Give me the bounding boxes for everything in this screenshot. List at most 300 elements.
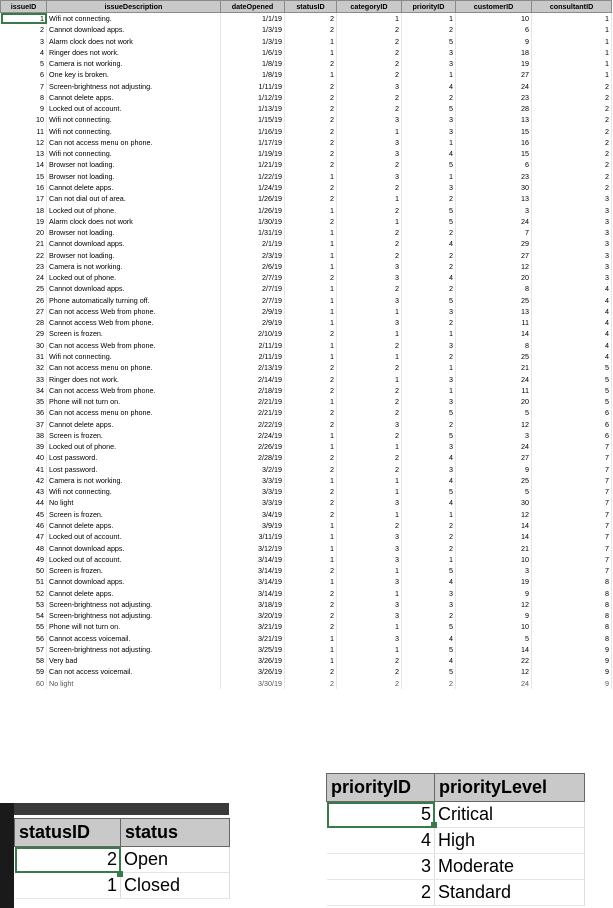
cell-statusid[interactable]: 2: [285, 103, 337, 114]
cell-dateopened[interactable]: 2/7/19: [221, 283, 285, 294]
cell-dateopened[interactable]: 3/14/19: [221, 576, 285, 587]
cell-consultantid[interactable]: 7: [532, 509, 612, 520]
cell-issuedescription[interactable]: Wifi not connecting.: [47, 148, 221, 159]
cell-categoryid[interactable]: 1: [337, 486, 402, 497]
cell-priorityid[interactable]: 4: [402, 633, 456, 644]
cell-statusid[interactable]: 1: [285, 47, 337, 58]
cell-consultantid[interactable]: 9: [532, 678, 612, 689]
cell-consultantid[interactable]: 2: [532, 182, 612, 193]
cell-issueid[interactable]: 21: [1, 238, 47, 249]
cell-dateopened[interactable]: 1/1/19: [221, 13, 285, 25]
cell-issueid[interactable]: 25: [1, 283, 47, 294]
cell-priorityid[interactable]: 2: [402, 250, 456, 261]
cell-consultantid[interactable]: 5: [532, 362, 612, 373]
cell-categoryid[interactable]: 2: [337, 238, 402, 249]
cell-issuedescription[interactable]: Can not access Web from phone.: [47, 306, 221, 317]
cell-consultantid[interactable]: 7: [532, 475, 612, 486]
cell-dateopened[interactable]: 3/14/19: [221, 565, 285, 576]
cell-priorityid[interactable]: 3: [402, 306, 456, 317]
cell-issueid[interactable]: 9: [1, 103, 47, 114]
cell-dateopened[interactable]: 3/3/19: [221, 486, 285, 497]
cell-customerid[interactable]: 7: [456, 227, 532, 238]
cell-consultantid[interactable]: 7: [532, 486, 612, 497]
cell-issueid[interactable]: 28: [1, 317, 47, 328]
priority-cell-prioritylevel[interactable]: High: [435, 828, 585, 854]
cell-categoryid[interactable]: 2: [337, 103, 402, 114]
priority-cell-priorityid[interactable]: 4: [327, 828, 435, 854]
cell-customerid[interactable]: 28: [456, 103, 532, 114]
cell-customerid[interactable]: 13: [456, 193, 532, 204]
cell-priorityid[interactable]: 5: [402, 36, 456, 47]
cell-priorityid[interactable]: 5: [402, 216, 456, 227]
cell-issueid[interactable]: 2: [1, 24, 47, 35]
cell-categoryid[interactable]: 3: [337, 171, 402, 182]
cell-issuedescription[interactable]: One key is broken.: [47, 69, 221, 80]
cell-categoryid[interactable]: 3: [337, 137, 402, 148]
cell-statusid[interactable]: 1: [285, 283, 337, 294]
cell-customerid[interactable]: 6: [456, 24, 532, 35]
cell-dateopened[interactable]: 3/26/19: [221, 666, 285, 677]
cell-issueid[interactable]: 48: [1, 542, 47, 553]
cell-dateopened[interactable]: 1/13/19: [221, 103, 285, 114]
cell-issuedescription[interactable]: Cannot access Web from phone.: [47, 317, 221, 328]
cell-categoryid[interactable]: 2: [337, 227, 402, 238]
cell-statusid[interactable]: 1: [285, 250, 337, 261]
cell-dateopened[interactable]: 2/13/19: [221, 362, 285, 373]
cell-issueid[interactable]: 58: [1, 655, 47, 666]
cell-consultantid[interactable]: 4: [532, 295, 612, 306]
cell-statusid[interactable]: 1: [285, 520, 337, 531]
cell-customerid[interactable]: 19: [456, 576, 532, 587]
cell-issuedescription[interactable]: Camera is not working.: [47, 475, 221, 486]
cell-issuedescription[interactable]: Browser not loading.: [47, 159, 221, 170]
cell-categoryid[interactable]: 1: [337, 441, 402, 452]
col-header-customerid[interactable]: customerID: [456, 1, 532, 13]
cell-categoryid[interactable]: 2: [337, 385, 402, 396]
cell-statusid[interactable]: 2: [285, 599, 337, 610]
cell-statusid[interactable]: 2: [285, 678, 337, 689]
cell-customerid[interactable]: 24: [456, 441, 532, 452]
cell-customerid[interactable]: 11: [456, 385, 532, 396]
cell-issuedescription[interactable]: Screen is frozen.: [47, 430, 221, 441]
cell-issueid[interactable]: 18: [1, 205, 47, 216]
cell-issueid[interactable]: 50: [1, 565, 47, 576]
cell-consultantid[interactable]: 4: [532, 317, 612, 328]
cell-issuedescription[interactable]: Can not access menu on phone.: [47, 407, 221, 418]
cell-priorityid[interactable]: 5: [402, 565, 456, 576]
cell-priorityid[interactable]: 5: [402, 159, 456, 170]
cell-consultantid[interactable]: 8: [532, 621, 612, 632]
cell-statusid[interactable]: 2: [285, 92, 337, 103]
cell-issueid[interactable]: 43: [1, 486, 47, 497]
cell-customerid[interactable]: 9: [456, 588, 532, 599]
cell-priorityid[interactable]: 4: [402, 475, 456, 486]
cell-statusid[interactable]: 2: [285, 588, 337, 599]
cell-issueid[interactable]: 40: [1, 452, 47, 463]
cell-consultantid[interactable]: 1: [532, 58, 612, 69]
cell-statusid[interactable]: 1: [285, 655, 337, 666]
cell-statusid[interactable]: 1: [285, 340, 337, 351]
cell-issuedescription[interactable]: Locked out of phone.: [47, 441, 221, 452]
cell-customerid[interactable]: 9: [456, 464, 532, 475]
cell-categoryid[interactable]: 1: [337, 216, 402, 227]
cell-dateopened[interactable]: 1/3/19: [221, 24, 285, 35]
cell-categoryid[interactable]: 2: [337, 205, 402, 216]
cell-customerid[interactable]: 5: [456, 486, 532, 497]
cell-statusid[interactable]: 2: [285, 126, 337, 137]
cell-consultantid[interactable]: 7: [532, 520, 612, 531]
cell-issueid[interactable]: 38: [1, 430, 47, 441]
cell-issuedescription[interactable]: Screen-brightness not adjusting.: [47, 81, 221, 92]
cell-customerid[interactable]: 27: [456, 452, 532, 463]
cell-issuedescription[interactable]: Cannot access voicemail.: [47, 633, 221, 644]
cell-customerid[interactable]: 14: [456, 531, 532, 542]
cell-statusid[interactable]: 2: [285, 452, 337, 463]
cell-issueid[interactable]: 46: [1, 520, 47, 531]
cell-dateopened[interactable]: 2/22/19: [221, 419, 285, 430]
cell-categoryid[interactable]: 2: [337, 92, 402, 103]
cell-statusid[interactable]: 1: [285, 36, 337, 47]
cell-issuedescription[interactable]: Browser not loading.: [47, 227, 221, 238]
cell-statusid[interactable]: 2: [285, 464, 337, 475]
cell-customerid[interactable]: 24: [456, 81, 532, 92]
cell-issuedescription[interactable]: Screen-brightness not adjusting.: [47, 644, 221, 655]
cell-consultantid[interactable]: 9: [532, 655, 612, 666]
col-header-statusid[interactable]: statusID: [15, 819, 121, 847]
cell-dateopened[interactable]: 2/21/19: [221, 407, 285, 418]
cell-issuedescription[interactable]: Screen is frozen.: [47, 328, 221, 339]
cell-dateopened[interactable]: 2/6/19: [221, 261, 285, 272]
cell-issueid[interactable]: 42: [1, 475, 47, 486]
cell-consultantid[interactable]: 3: [532, 227, 612, 238]
cell-issueid[interactable]: 32: [1, 362, 47, 373]
cell-issuedescription[interactable]: Cannot download apps.: [47, 238, 221, 249]
cell-customerid[interactable]: 12: [456, 666, 532, 677]
cell-issuedescription[interactable]: Cannot download apps.: [47, 283, 221, 294]
cell-issueid[interactable]: 16: [1, 182, 47, 193]
cell-categoryid[interactable]: 2: [337, 47, 402, 58]
cell-issueid[interactable]: 8: [1, 92, 47, 103]
cell-issueid[interactable]: 5: [1, 58, 47, 69]
cell-consultantid[interactable]: 7: [532, 542, 612, 553]
cell-customerid[interactable]: 10: [456, 621, 532, 632]
cell-statusid[interactable]: 2: [285, 419, 337, 430]
cell-issueid[interactable]: 44: [1, 497, 47, 508]
cell-issuedescription[interactable]: Can not access Web from phone.: [47, 385, 221, 396]
cell-priorityid[interactable]: 2: [402, 351, 456, 362]
cell-dateopened[interactable]: 2/7/19: [221, 272, 285, 283]
cell-categoryid[interactable]: 2: [337, 159, 402, 170]
cell-issuedescription[interactable]: Cannot delete apps.: [47, 520, 221, 531]
cell-issueid[interactable]: 20: [1, 227, 47, 238]
cell-categoryid[interactable]: 3: [337, 419, 402, 430]
cell-priorityid[interactable]: 2: [402, 261, 456, 272]
cell-statusid[interactable]: 2: [285, 407, 337, 418]
cell-categoryid[interactable]: 2: [337, 520, 402, 531]
cell-issuedescription[interactable]: Locked out of account.: [47, 103, 221, 114]
cell-customerid[interactable]: 14: [456, 328, 532, 339]
cell-consultantid[interactable]: 2: [532, 92, 612, 103]
cell-priorityid[interactable]: 1: [402, 362, 456, 373]
cell-priorityid[interactable]: 3: [402, 182, 456, 193]
cell-customerid[interactable]: 9: [456, 610, 532, 621]
cell-categoryid[interactable]: 2: [337, 283, 402, 294]
cell-issueid[interactable]: 11: [1, 126, 47, 137]
cell-priorityid[interactable]: 5: [402, 407, 456, 418]
cell-issueid[interactable]: 34: [1, 385, 47, 396]
cell-categoryid[interactable]: 2: [337, 655, 402, 666]
cell-categoryid[interactable]: 3: [337, 261, 402, 272]
cell-dateopened[interactable]: 2/10/19: [221, 328, 285, 339]
cell-categoryid[interactable]: 1: [337, 644, 402, 655]
cell-priorityid[interactable]: 2: [402, 520, 456, 531]
priority-cell-prioritylevel[interactable]: Critical: [435, 802, 585, 828]
cell-statusid[interactable]: 1: [285, 396, 337, 407]
cell-consultantid[interactable]: 8: [532, 576, 612, 587]
cell-consultantid[interactable]: 5: [532, 396, 612, 407]
cell-statusid[interactable]: 2: [285, 148, 337, 159]
cell-customerid[interactable]: 5: [456, 633, 532, 644]
cell-customerid[interactable]: 25: [456, 295, 532, 306]
cell-categoryid[interactable]: 2: [337, 396, 402, 407]
cell-dateopened[interactable]: 2/9/19: [221, 306, 285, 317]
cell-priorityid[interactable]: 3: [402, 114, 456, 125]
cell-priorityid[interactable]: 4: [402, 452, 456, 463]
cell-dateopened[interactable]: 3/4/19: [221, 509, 285, 520]
cell-statusid[interactable]: 2: [285, 362, 337, 373]
cell-statusid[interactable]: 2: [285, 13, 337, 25]
cell-dateopened[interactable]: 2/21/19: [221, 396, 285, 407]
cell-customerid[interactable]: 30: [456, 497, 532, 508]
cell-statusid[interactable]: 2: [285, 486, 337, 497]
cell-dateopened[interactable]: 1/6/19: [221, 47, 285, 58]
status-cell-statusid[interactable]: 1: [15, 873, 121, 899]
cell-issuedescription[interactable]: Phone will not turn on.: [47, 396, 221, 407]
cell-statusid[interactable]: 2: [285, 137, 337, 148]
cell-customerid[interactable]: 22: [456, 655, 532, 666]
cell-issueid[interactable]: 39: [1, 441, 47, 452]
cell-issuedescription[interactable]: Ringer does not work.: [47, 374, 221, 385]
cell-priorityid[interactable]: 1: [402, 328, 456, 339]
cell-categoryid[interactable]: 2: [337, 58, 402, 69]
cell-issuedescription[interactable]: Can not access voicemail.: [47, 666, 221, 677]
cell-issuedescription[interactable]: Phone will not turn on.: [47, 621, 221, 632]
cell-issuedescription[interactable]: Cannot delete apps.: [47, 182, 221, 193]
cell-statusid[interactable]: 1: [285, 317, 337, 328]
cell-dateopened[interactable]: 2/9/19: [221, 317, 285, 328]
cell-priorityid[interactable]: 2: [402, 542, 456, 553]
cell-priorityid[interactable]: 4: [402, 576, 456, 587]
cell-customerid[interactable]: 21: [456, 362, 532, 373]
cell-categoryid[interactable]: 2: [337, 430, 402, 441]
col-header-priorityid[interactable]: priorityID: [327, 774, 435, 802]
cell-issuedescription[interactable]: Cannot delete apps.: [47, 588, 221, 599]
cell-issueid[interactable]: 10: [1, 114, 47, 125]
cell-statusid[interactable]: 1: [285, 69, 337, 80]
cell-dateopened[interactable]: 1/22/19: [221, 171, 285, 182]
cell-issuedescription[interactable]: Locked out of phone.: [47, 205, 221, 216]
cell-customerid[interactable]: 14: [456, 644, 532, 655]
cell-consultantid[interactable]: 7: [532, 452, 612, 463]
cell-dateopened[interactable]: 3/26/19: [221, 655, 285, 666]
cell-issueid[interactable]: 30: [1, 340, 47, 351]
cell-dateopened[interactable]: 1/16/19: [221, 126, 285, 137]
cell-priorityid[interactable]: 2: [402, 419, 456, 430]
cell-statusid[interactable]: 1: [285, 261, 337, 272]
cell-issuedescription[interactable]: Cannot delete apps.: [47, 92, 221, 103]
cell-priorityid[interactable]: 2: [402, 92, 456, 103]
cell-customerid[interactable]: 27: [456, 69, 532, 80]
priority-cell-prioritylevel[interactable]: Standard: [435, 880, 585, 906]
cell-dateopened[interactable]: 3/11/19: [221, 531, 285, 542]
cell-issuedescription[interactable]: Lost password.: [47, 464, 221, 475]
cell-consultantid[interactable]: 4: [532, 351, 612, 362]
cell-priorityid[interactable]: 2: [402, 531, 456, 542]
cell-categoryid[interactable]: 2: [337, 182, 402, 193]
cell-customerid[interactable]: 20: [456, 272, 532, 283]
cell-customerid[interactable]: 13: [456, 114, 532, 125]
cell-priorityid[interactable]: 1: [402, 137, 456, 148]
cell-dateopened[interactable]: 2/1/19: [221, 238, 285, 249]
cell-statusid[interactable]: 2: [285, 193, 337, 204]
cell-categoryid[interactable]: 3: [337, 81, 402, 92]
cell-statusid[interactable]: 2: [285, 509, 337, 520]
cell-dateopened[interactable]: 2/18/19: [221, 385, 285, 396]
cell-dateopened[interactable]: 3/25/19: [221, 644, 285, 655]
cell-priorityid[interactable]: 5: [402, 295, 456, 306]
cell-priorityid[interactable]: 4: [402, 238, 456, 249]
cell-statusid[interactable]: 2: [285, 114, 337, 125]
cell-issuedescription[interactable]: Cannot download apps.: [47, 576, 221, 587]
cell-issueid[interactable]: 26: [1, 295, 47, 306]
cell-priorityid[interactable]: 3: [402, 126, 456, 137]
cell-dateopened[interactable]: 2/11/19: [221, 340, 285, 351]
cell-issuedescription[interactable]: Screen is frozen.: [47, 509, 221, 520]
cell-consultantid[interactable]: 6: [532, 407, 612, 418]
cell-issueid[interactable]: 29: [1, 328, 47, 339]
cell-consultantid[interactable]: 1: [532, 36, 612, 47]
cell-priorityid[interactable]: 2: [402, 317, 456, 328]
col-header-status[interactable]: status: [121, 819, 230, 847]
cell-issueid[interactable]: 37: [1, 419, 47, 430]
cell-issuedescription[interactable]: Alarm clock does not work: [47, 216, 221, 227]
cell-consultantid[interactable]: 4: [532, 283, 612, 294]
cell-issuedescription[interactable]: Can not dial out of area.: [47, 193, 221, 204]
priority-cell-prioritylevel[interactable]: Moderate: [435, 854, 585, 880]
col-header-issuedescription[interactable]: issueDescription: [47, 1, 221, 13]
cell-customerid[interactable]: 8: [456, 283, 532, 294]
cell-dateopened[interactable]: 3/18/19: [221, 599, 285, 610]
cell-categoryid[interactable]: 2: [337, 678, 402, 689]
cell-categoryid[interactable]: 1: [337, 509, 402, 520]
cell-issueid[interactable]: 51: [1, 576, 47, 587]
cell-customerid[interactable]: 3: [456, 565, 532, 576]
cell-statusid[interactable]: 1: [285, 306, 337, 317]
cell-customerid[interactable]: 24: [456, 374, 532, 385]
cell-categoryid[interactable]: 3: [337, 633, 402, 644]
col-header-priorityid[interactable]: priorityID: [402, 1, 456, 13]
cell-consultantid[interactable]: 7: [532, 441, 612, 452]
cell-priorityid[interactable]: 1: [402, 554, 456, 565]
cell-categoryid[interactable]: 2: [337, 464, 402, 475]
cell-consultantid[interactable]: 3: [532, 250, 612, 261]
cell-customerid[interactable]: 23: [456, 171, 532, 182]
cell-statusid[interactable]: 1: [285, 171, 337, 182]
cell-consultantid[interactable]: 2: [532, 159, 612, 170]
cell-issueid[interactable]: 4: [1, 47, 47, 58]
cell-customerid[interactable]: 11: [456, 317, 532, 328]
cell-issuedescription[interactable]: Screen-brightness not adjusting.: [47, 610, 221, 621]
cell-consultantid[interactable]: 9: [532, 666, 612, 677]
cell-consultantid[interactable]: 4: [532, 328, 612, 339]
cell-consultantid[interactable]: 3: [532, 261, 612, 272]
cell-categoryid[interactable]: 3: [337, 599, 402, 610]
cell-priorityid[interactable]: 1: [402, 171, 456, 182]
cell-dateopened[interactable]: 1/17/19: [221, 137, 285, 148]
cell-issueid[interactable]: 35: [1, 396, 47, 407]
cell-priorityid[interactable]: 2: [402, 610, 456, 621]
cell-customerid[interactable]: 30: [456, 182, 532, 193]
cell-consultantid[interactable]: 8: [532, 610, 612, 621]
col-header-categoryid[interactable]: categoryID: [337, 1, 402, 13]
cell-categoryid[interactable]: 3: [337, 576, 402, 587]
cell-categoryid[interactable]: 1: [337, 565, 402, 576]
cell-categoryid[interactable]: 3: [337, 610, 402, 621]
cell-statusid[interactable]: 1: [285, 475, 337, 486]
cell-dateopened[interactable]: 1/26/19: [221, 193, 285, 204]
cell-dateopened[interactable]: 3/9/19: [221, 520, 285, 531]
cell-issueid[interactable]: 60: [1, 678, 47, 689]
cell-issueid[interactable]: 7: [1, 81, 47, 92]
cell-issueid[interactable]: 24: [1, 272, 47, 283]
cell-issueid[interactable]: 54: [1, 610, 47, 621]
cell-statusid[interactable]: 1: [285, 205, 337, 216]
cell-priorityid[interactable]: 4: [402, 655, 456, 666]
cell-customerid[interactable]: 27: [456, 250, 532, 261]
cell-dateopened[interactable]: 1/3/19: [221, 36, 285, 47]
cell-priorityid[interactable]: 3: [402, 441, 456, 452]
priority-cell-priorityid[interactable]: 3: [327, 854, 435, 880]
cell-priorityid[interactable]: 4: [402, 148, 456, 159]
cell-priorityid[interactable]: 5: [402, 644, 456, 655]
cell-consultantid[interactable]: 1: [532, 69, 612, 80]
cell-priorityid[interactable]: 2: [402, 227, 456, 238]
cell-statusid[interactable]: 1: [285, 554, 337, 565]
cell-issuedescription[interactable]: Can not access Web from phone.: [47, 340, 221, 351]
cell-consultantid[interactable]: 9: [532, 644, 612, 655]
cell-customerid[interactable]: 16: [456, 137, 532, 148]
cell-statusid[interactable]: 2: [285, 610, 337, 621]
cell-customerid[interactable]: 21: [456, 542, 532, 553]
cell-issuedescription[interactable]: Wifi not connecting.: [47, 114, 221, 125]
cell-issueid[interactable]: 15: [1, 171, 47, 182]
cell-issueid[interactable]: 27: [1, 306, 47, 317]
cell-customerid[interactable]: 24: [456, 216, 532, 227]
cell-consultantid[interactable]: 4: [532, 306, 612, 317]
col-header-consultantid[interactable]: consultantID: [532, 1, 612, 13]
cell-consultantid[interactable]: 5: [532, 374, 612, 385]
cell-consultantid[interactable]: 2: [532, 126, 612, 137]
cell-priorityid[interactable]: 3: [402, 340, 456, 351]
cell-consultantid[interactable]: 2: [532, 171, 612, 182]
cell-categoryid[interactable]: 1: [337, 621, 402, 632]
cell-categoryid[interactable]: 2: [337, 452, 402, 463]
cell-dateopened[interactable]: 2/28/19: [221, 452, 285, 463]
cell-issueid[interactable]: 23: [1, 261, 47, 272]
cell-issuedescription[interactable]: Wifi not connecting.: [47, 351, 221, 362]
cell-customerid[interactable]: 23: [456, 92, 532, 103]
cell-statusid[interactable]: 1: [285, 531, 337, 542]
